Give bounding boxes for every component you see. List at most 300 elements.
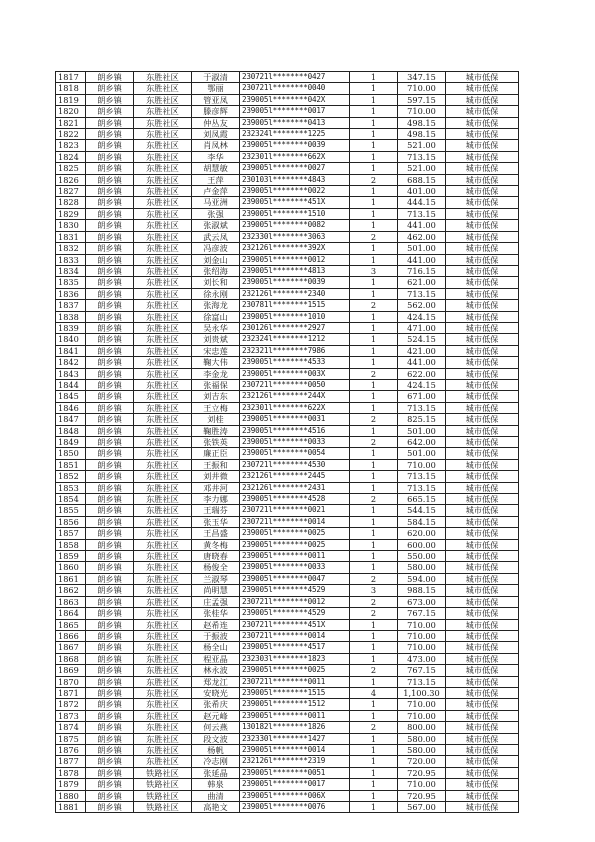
id-number-cell: 239005l********4528	[240, 494, 350, 505]
table-row	[56, 243, 519, 254]
community-cell: 铁路社区	[134, 767, 192, 778]
community-cell: 东胜社区	[134, 539, 192, 550]
town-cell: 朗乡镇	[86, 151, 134, 162]
id-number-cell: 239005l********4533	[240, 357, 350, 368]
row-number: 1859	[56, 551, 86, 562]
household-size-cell: 1	[350, 779, 398, 790]
town-cell: 朗乡镇	[86, 425, 134, 436]
aid-type-cell: 城市低保	[446, 596, 519, 607]
aid-type-cell: 城市低保	[446, 163, 519, 174]
community-cell: 东胜社区	[134, 699, 192, 710]
amount-cell: 720.95	[398, 790, 446, 801]
household-size-cell: 1	[350, 710, 398, 721]
amount-cell: 713.15	[398, 288, 446, 299]
community-cell: 东胜社区	[134, 83, 192, 94]
name-cell: 韩泉	[192, 779, 240, 790]
community-cell: 东胜社区	[134, 391, 192, 402]
community-cell: 东胜社区	[134, 220, 192, 231]
town-cell: 朗乡镇	[86, 516, 134, 527]
community-cell: 东胜社区	[134, 482, 192, 493]
name-cell: 曲清	[192, 790, 240, 801]
community-cell: 东胜社区	[134, 516, 192, 527]
town-cell: 朗乡镇	[86, 756, 134, 767]
row-number: 1841	[56, 345, 86, 356]
town-cell: 朗乡镇	[86, 596, 134, 607]
table-row	[56, 83, 519, 94]
town-cell: 朗乡镇	[86, 322, 134, 333]
row-number: 1856	[56, 516, 86, 527]
id-number-cell: 230781l********1515	[240, 300, 350, 311]
household-size-cell: 1	[350, 630, 398, 641]
community-cell: 铁路社区	[134, 779, 192, 790]
table-row	[56, 448, 519, 459]
id-number-cell: 239005l********0413	[240, 117, 350, 128]
town-cell: 朗乡镇	[86, 653, 134, 664]
row-number: 1865	[56, 619, 86, 630]
town-cell: 朗乡镇	[86, 288, 134, 299]
amount-cell: 713.15	[398, 402, 446, 413]
community-cell: 铁路社区	[134, 802, 192, 813]
name-cell: 杨全山	[192, 642, 240, 653]
household-size-cell: 2	[350, 573, 398, 584]
id-number-cell: 239005l********0017	[240, 779, 350, 790]
id-number-cell: 230721l********451X	[240, 619, 350, 630]
id-number-cell: 230721l********0012	[240, 596, 350, 607]
community-cell: 东胜社区	[134, 756, 192, 767]
town-cell: 朗乡镇	[86, 665, 134, 676]
name-cell: 张桂华	[192, 608, 240, 619]
row-number: 1854	[56, 494, 86, 505]
town-cell: 朗乡镇	[86, 722, 134, 733]
row-number: 1846	[56, 402, 86, 413]
table-row	[56, 710, 519, 721]
aid-type-cell: 城市低保	[446, 117, 519, 128]
table-row	[56, 482, 519, 493]
amount-cell: 688.15	[398, 174, 446, 185]
household-size-cell: 2	[350, 608, 398, 619]
amount-cell: 767.15	[398, 608, 446, 619]
town-cell: 朗乡镇	[86, 459, 134, 470]
community-cell: 东胜社区	[134, 744, 192, 755]
table-row	[56, 505, 519, 516]
id-number-cell: 239005l********1010	[240, 311, 350, 322]
row-number: 1822	[56, 129, 86, 140]
name-cell: 仲丛友	[192, 117, 240, 128]
name-cell: 刘桂	[192, 414, 240, 425]
id-number-cell: 239005l********0011	[240, 551, 350, 562]
household-size-cell: 1	[350, 197, 398, 208]
amount-cell: 713.15	[398, 676, 446, 687]
row-number: 1880	[56, 790, 86, 801]
amount-cell: 562.00	[398, 300, 446, 311]
amount-cell: 524.15	[398, 334, 446, 345]
amount-cell: 462.00	[398, 231, 446, 242]
id-number-cell: 230721l********0011	[240, 676, 350, 687]
aid-type-cell: 城市低保	[446, 619, 519, 630]
name-cell: 徐永刚	[192, 288, 240, 299]
id-number-cell: 239005l********0031	[240, 414, 350, 425]
row-number: 1875	[56, 733, 86, 744]
name-cell: 徐富山	[192, 311, 240, 322]
aid-type-cell: 城市低保	[446, 630, 519, 641]
community-cell: 东胜社区	[134, 243, 192, 254]
town-cell: 朗乡镇	[86, 254, 134, 265]
amount-cell: 471.00	[398, 322, 446, 333]
town-cell: 朗乡镇	[86, 619, 134, 630]
row-number: 1872	[56, 699, 86, 710]
amount-cell: 600.00	[398, 539, 446, 550]
amount-cell: 441.00	[398, 357, 446, 368]
household-size-cell: 1	[350, 186, 398, 197]
town-cell: 朗乡镇	[86, 710, 134, 721]
id-number-cell: 232126l********392X	[240, 243, 350, 254]
amount-cell: 665.15	[398, 494, 446, 505]
household-size-cell: 1	[350, 117, 398, 128]
id-number-cell: 232301l********662X	[240, 151, 350, 162]
row-number: 1835	[56, 277, 86, 288]
row-number: 1857	[56, 528, 86, 539]
table-row	[56, 585, 519, 596]
aid-type-cell: 城市低保	[446, 140, 519, 151]
table-row	[56, 140, 519, 151]
amount-cell: 498.15	[398, 117, 446, 128]
household-size-cell: 1	[350, 311, 398, 322]
town-cell: 朗乡镇	[86, 231, 134, 242]
household-size-cell: 1	[350, 619, 398, 630]
amount-cell: 710.00	[398, 459, 446, 470]
household-size-cell: 1	[350, 208, 398, 219]
name-cell: 兰淑琴	[192, 573, 240, 584]
town-cell: 朗乡镇	[86, 482, 134, 493]
town-cell: 朗乡镇	[86, 528, 134, 539]
name-cell: 刘贵斌	[192, 334, 240, 345]
row-number: 1874	[56, 722, 86, 733]
town-cell: 朗乡镇	[86, 744, 134, 755]
table-row	[56, 72, 519, 83]
row-number: 1863	[56, 596, 86, 607]
name-cell: 杨帆	[192, 744, 240, 755]
aid-type-cell: 城市低保	[446, 94, 519, 105]
amount-cell: 710.00	[398, 83, 446, 94]
row-number: 1836	[56, 288, 86, 299]
table-row	[56, 414, 519, 425]
household-size-cell: 1	[350, 516, 398, 527]
household-size-cell: 1	[350, 756, 398, 767]
id-number-cell: 239005l********0033	[240, 562, 350, 573]
household-size-cell: 2	[350, 596, 398, 607]
table-row	[56, 277, 519, 288]
aid-type-cell: 城市低保	[446, 802, 519, 813]
id-number-cell: 130182l********1826	[240, 722, 350, 733]
row-number: 1851	[56, 459, 86, 470]
id-number-cell: 230126l********2927	[240, 322, 350, 333]
name-cell: 赵元峰	[192, 710, 240, 721]
aid-type-cell: 城市低保	[446, 676, 519, 687]
amount-cell: 544.15	[398, 505, 446, 516]
amount-cell: 1,100.30	[398, 687, 446, 698]
name-cell: 王昌盛	[192, 528, 240, 539]
community-cell: 东胜社区	[134, 186, 192, 197]
id-number-cell: 230721l********0050	[240, 379, 350, 390]
aid-type-cell: 城市低保	[446, 482, 519, 493]
household-size-cell: 1	[350, 391, 398, 402]
row-number: 1861	[56, 573, 86, 584]
aid-type-cell: 城市低保	[446, 573, 519, 584]
town-cell: 朗乡镇	[86, 687, 134, 698]
name-cell: 刘吉东	[192, 391, 240, 402]
amount-cell: 713.15	[398, 208, 446, 219]
household-size-cell: 1	[350, 471, 398, 482]
town-cell: 朗乡镇	[86, 585, 134, 596]
relief-roster-table	[55, 71, 519, 813]
household-size-cell: 2	[350, 300, 398, 311]
name-cell: 滕彦辉	[192, 106, 240, 117]
name-cell: 尚明慧	[192, 585, 240, 596]
amount-cell: 767.15	[398, 665, 446, 676]
amount-cell: 594.00	[398, 573, 446, 584]
table-row	[56, 653, 519, 664]
town-cell: 朗乡镇	[86, 94, 134, 105]
community-cell: 东胜社区	[134, 357, 192, 368]
row-number: 1825	[56, 163, 86, 174]
table-row	[56, 790, 519, 801]
aid-type-cell: 城市低保	[446, 585, 519, 596]
aid-type-cell: 城市低保	[446, 539, 519, 550]
town-cell: 朗乡镇	[86, 779, 134, 790]
town-cell: 朗乡镇	[86, 208, 134, 219]
amount-cell: 710.00	[398, 642, 446, 653]
table-row	[56, 379, 519, 390]
name-cell: 林永波	[192, 665, 240, 676]
row-number: 1832	[56, 243, 86, 254]
community-cell: 东胜社区	[134, 129, 192, 140]
table-row	[56, 186, 519, 197]
id-number-cell: 232301l********622X	[240, 402, 350, 413]
row-number: 1864	[56, 608, 86, 619]
household-size-cell: 1	[350, 802, 398, 813]
town-cell: 朗乡镇	[86, 106, 134, 117]
community-cell: 东胜社区	[134, 528, 192, 539]
row-number: 1824	[56, 151, 86, 162]
household-size-cell: 1	[350, 562, 398, 573]
household-size-cell: 1	[350, 254, 398, 265]
row-number: 1878	[56, 767, 86, 778]
amount-cell: 501.00	[398, 448, 446, 459]
id-number-cell: 239005l********0039	[240, 140, 350, 151]
id-number-cell: 239005l********0014	[240, 744, 350, 755]
aid-type-cell: 城市低保	[446, 665, 519, 676]
name-cell: 安晓光	[192, 687, 240, 698]
name-cell: 刘井微	[192, 471, 240, 482]
community-cell: 东胜社区	[134, 619, 192, 630]
table-row	[56, 231, 519, 242]
name-cell: 张福保	[192, 379, 240, 390]
town-cell: 朗乡镇	[86, 551, 134, 562]
name-cell: 张淑斌	[192, 220, 240, 231]
household-size-cell: 1	[350, 539, 398, 550]
name-cell: 刘凤霞	[192, 129, 240, 140]
aid-type-cell: 城市低保	[446, 288, 519, 299]
community-cell: 东胜社区	[134, 197, 192, 208]
aid-type-cell: 城市低保	[446, 562, 519, 573]
aid-type-cell: 城市低保	[446, 311, 519, 322]
household-size-cell: 1	[350, 767, 398, 778]
town-cell: 朗乡镇	[86, 573, 134, 584]
household-size-cell: 1	[350, 379, 398, 390]
amount-cell: 444.15	[398, 197, 446, 208]
aid-type-cell: 城市低保	[446, 300, 519, 311]
community-cell: 东胜社区	[134, 630, 192, 641]
name-cell: 段文波	[192, 733, 240, 744]
name-cell: 张海龙	[192, 300, 240, 311]
amount-cell: 710.00	[398, 630, 446, 641]
town-cell: 朗乡镇	[86, 699, 134, 710]
household-size-cell: 1	[350, 744, 398, 755]
amount-cell: 720.00	[398, 756, 446, 767]
household-size-cell: 1	[350, 357, 398, 368]
town-cell: 朗乡镇	[86, 402, 134, 413]
row-number: 1881	[56, 802, 86, 813]
community-cell: 东胜社区	[134, 345, 192, 356]
community-cell: 东胜社区	[134, 277, 192, 288]
id-number-cell: 239005l********0076	[240, 802, 350, 813]
aid-type-cell: 城市低保	[446, 722, 519, 733]
row-number: 1818	[56, 83, 86, 94]
name-cell: 张延晶	[192, 767, 240, 778]
town-cell: 朗乡镇	[86, 345, 134, 356]
id-number-cell: 239005l********0039	[240, 277, 350, 288]
town-cell: 朗乡镇	[86, 630, 134, 641]
town-cell: 朗乡镇	[86, 642, 134, 653]
table-row	[56, 357, 519, 368]
table-row	[56, 630, 519, 641]
aid-type-cell: 城市低保	[446, 197, 519, 208]
community-cell: 东胜社区	[134, 562, 192, 573]
aid-type-cell: 城市低保	[446, 345, 519, 356]
id-number-cell: 232126l********244X	[240, 391, 350, 402]
town-cell: 朗乡镇	[86, 562, 134, 573]
household-size-cell: 2	[350, 368, 398, 379]
row-number: 1829	[56, 208, 86, 219]
id-number-cell: 239005l********1510	[240, 208, 350, 219]
row-number: 1858	[56, 539, 86, 550]
table-row	[56, 665, 519, 676]
name-cell: 刘长和	[192, 277, 240, 288]
community-cell: 东胜社区	[134, 459, 192, 470]
row-number: 1827	[56, 186, 86, 197]
id-number-cell: 230721l********0014	[240, 630, 350, 641]
amount-cell: 710.00	[398, 710, 446, 721]
community-cell: 东胜社区	[134, 494, 192, 505]
table-row	[56, 129, 519, 140]
household-size-cell: 1	[350, 676, 398, 687]
id-number-cell: 232324l********1212	[240, 334, 350, 345]
household-size-cell: 2	[350, 494, 398, 505]
aid-type-cell: 城市低保	[446, 699, 519, 710]
town-cell: 朗乡镇	[86, 72, 134, 83]
household-size-cell: 1	[350, 505, 398, 516]
id-number-cell: 239005l********4517	[240, 642, 350, 653]
town-cell: 朗乡镇	[86, 311, 134, 322]
id-number-cell: 232126l********2319	[240, 756, 350, 767]
community-cell: 东胜社区	[134, 288, 192, 299]
household-size-cell: 1	[350, 528, 398, 539]
aid-type-cell: 城市低保	[446, 208, 519, 219]
town-cell: 朗乡镇	[86, 802, 134, 813]
town-cell: 朗乡镇	[86, 186, 134, 197]
community-cell: 东胜社区	[134, 425, 192, 436]
name-cell: 王瑞芬	[192, 505, 240, 516]
table-row	[56, 208, 519, 219]
town-cell: 朗乡镇	[86, 414, 134, 425]
household-size-cell: 1	[350, 322, 398, 333]
town-cell: 朗乡镇	[86, 539, 134, 550]
name-cell: 程亚晶	[192, 653, 240, 664]
aid-type-cell: 城市低保	[446, 710, 519, 721]
table-row	[56, 539, 519, 550]
aid-type-cell: 城市低保	[446, 83, 519, 94]
community-cell: 东胜社区	[134, 140, 192, 151]
aid-type-cell: 城市低保	[446, 505, 519, 516]
name-cell: 王萍	[192, 174, 240, 185]
table-row	[56, 722, 519, 733]
name-cell: 郑龙江	[192, 676, 240, 687]
community-cell: 东胜社区	[134, 551, 192, 562]
table-row	[56, 311, 519, 322]
name-cell: 黄冬梅	[192, 539, 240, 550]
name-cell: 卢金萍	[192, 186, 240, 197]
id-number-cell: 239005l********0022	[240, 186, 350, 197]
row-number: 1866	[56, 630, 86, 641]
table-row	[56, 699, 519, 710]
town-cell: 朗乡镇	[86, 379, 134, 390]
amount-cell: 424.15	[398, 379, 446, 390]
household-size-cell: 1	[350, 140, 398, 151]
table-row	[56, 174, 519, 185]
row-number: 1876	[56, 744, 86, 755]
name-cell: 于振波	[192, 630, 240, 641]
town-cell: 朗乡镇	[86, 357, 134, 368]
id-number-cell: 239005l********451X	[240, 197, 350, 208]
community-cell: 东胜社区	[134, 608, 192, 619]
row-number: 1849	[56, 437, 86, 448]
table-row	[56, 779, 519, 790]
amount-cell: 441.00	[398, 254, 446, 265]
id-number-cell: 232330l********3063	[240, 231, 350, 242]
id-number-cell: 230103l********4843	[240, 174, 350, 185]
household-size-cell: 1	[350, 83, 398, 94]
town-cell: 朗乡镇	[86, 334, 134, 345]
row-number: 1844	[56, 379, 86, 390]
aid-type-cell: 城市低保	[446, 231, 519, 242]
table-row	[56, 459, 519, 470]
row-number: 1817	[56, 72, 86, 83]
household-size-cell: 1	[350, 72, 398, 83]
household-size-cell: 1	[350, 459, 398, 470]
table-row	[56, 265, 519, 276]
row-number: 1828	[56, 197, 86, 208]
id-number-cell: 232303l********1823	[240, 653, 350, 664]
town-cell: 朗乡镇	[86, 174, 134, 185]
town-cell: 朗乡镇	[86, 767, 134, 778]
row-number: 1838	[56, 311, 86, 322]
name-cell: 于淑清	[192, 72, 240, 83]
table-row	[56, 596, 519, 607]
community-cell: 东胜社区	[134, 437, 192, 448]
row-number: 1867	[56, 642, 86, 653]
row-number: 1843	[56, 368, 86, 379]
aid-type-cell: 城市低保	[446, 322, 519, 333]
